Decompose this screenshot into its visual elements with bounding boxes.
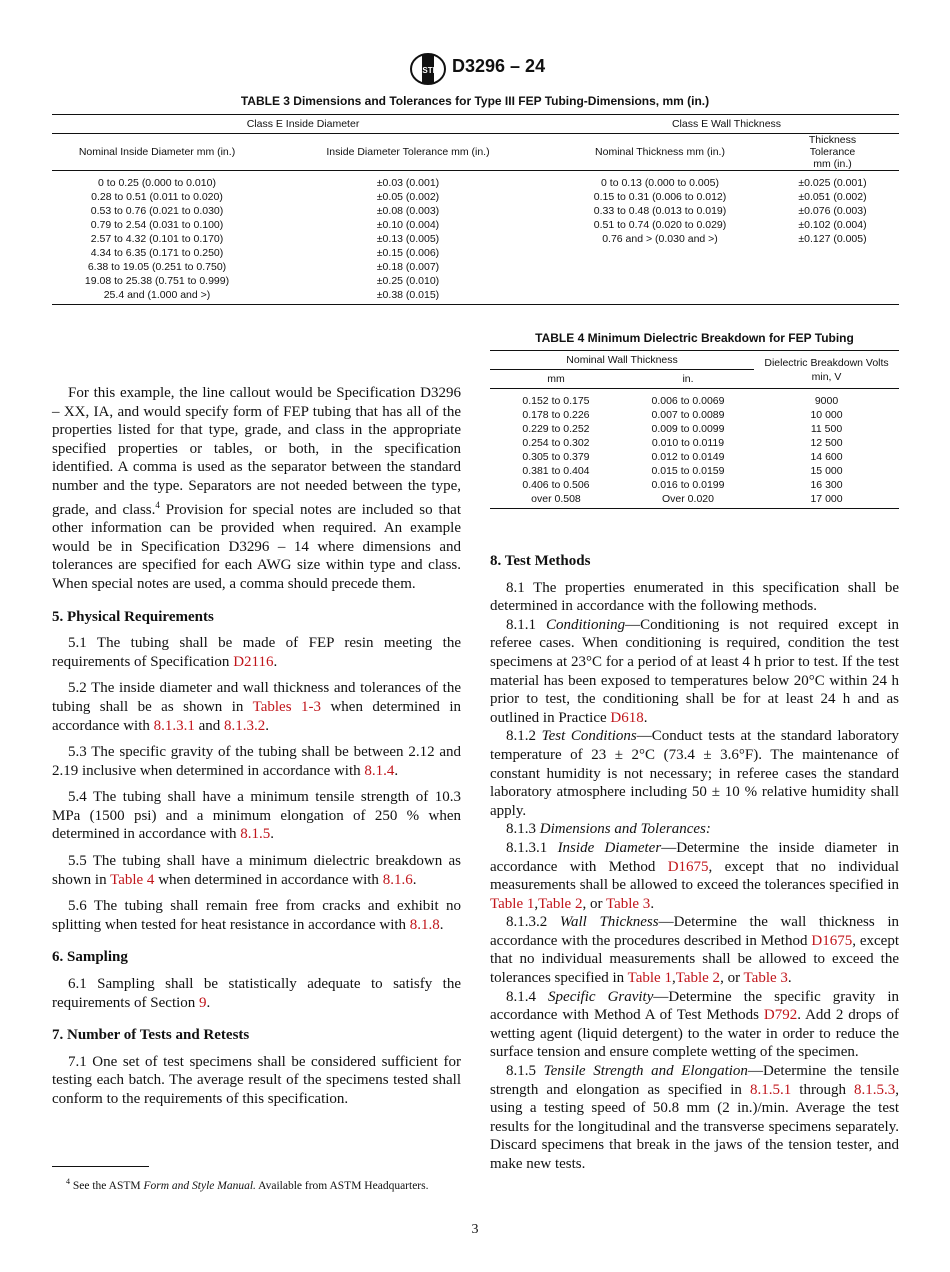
t3-row	[52, 204, 899, 218]
t4-row-cell: 17 000	[810, 493, 843, 505]
t4-row-cell: 9000	[814, 395, 839, 407]
t4-row-cell: 0.015 to 0.0159	[651, 465, 725, 477]
t4-row-cell: 0.178 to 0.226	[522, 409, 590, 421]
t3-row-cell: ±0.10 (0.004)	[376, 219, 440, 231]
t3-row	[52, 274, 899, 288]
ref-d1675-link[interactable]: D1675	[667, 858, 709, 875]
table3	[52, 114, 899, 305]
t4-row	[490, 436, 899, 450]
t3-row-cell: 0.51 to 0.74 (0.020 to 0.029)	[593, 219, 727, 231]
section-5-heading: 5. Physical Requirements	[52, 608, 214, 625]
t3-row-cell	[554, 260, 766, 274]
para-8-1-5: 8.1.5 Tensile Strength and Elongation—Determine the tensile strength and elongation as specified in 8.1.5.1 through 8.1.5.3, using a testing speed of 50.8 mm (2 in.)/min. Average the test results for the longitudinal and the transverse specimens separately. Discard specimens that break in the jaws of the tension tester, and make new tests.	[490, 1063, 899, 1172]
t4-row-cell: 0.007 to 0.0089	[651, 409, 725, 421]
t4-row-cell: 0.254 to 0.302	[522, 437, 590, 449]
t4-row-cell: 0.016 to 0.0199	[651, 479, 725, 491]
t3-row-cell: 0.53 to 0.76 (0.021 to 0.030)	[90, 205, 224, 217]
t3-row-cell: 0 to 0.25 (0.000 to 0.010)	[98, 177, 216, 189]
ref-table-4-link[interactable]: Table 4	[110, 871, 155, 888]
t4-row-cell: over 0.508	[531, 493, 581, 505]
t3-row-cell	[554, 274, 766, 288]
t4-row-cell: 0.009 to 0.0099	[651, 423, 725, 435]
table4	[490, 350, 899, 509]
page-number: 3	[471, 1222, 479, 1237]
t3-row-cell: 0 to 0.13 (0.000 to 0.005)	[601, 177, 719, 189]
t3-row-cell: ±0.25 (0.010)	[376, 275, 440, 287]
t3-row-cell: 25.4 and (1.000 and >)	[103, 289, 211, 301]
right-column	[490, 552, 899, 1174]
para-5-5: 5.5 The tubing shall have a minimum dielectric breakdown as shown in Table 4 when determined in accordance with 8.1.6.	[52, 853, 461, 888]
t3-row-cell: ±0.18 (0.007)	[376, 261, 440, 273]
t4-row-cell: 16 300	[810, 479, 843, 491]
t3-row-cell: 0.28 to 0.51 (0.011 to 0.020)	[91, 191, 223, 203]
table3-title: TABLE 3 Dimensions and Tolerances for Type III FEP Tubing-Dimensions, mm (in.)	[240, 94, 710, 108]
t3-row-cell	[766, 260, 899, 274]
t3-row-cell	[766, 288, 899, 305]
t3-row-cell	[554, 288, 766, 305]
section-8-heading: 8. Test Methods	[490, 553, 591, 569]
t3-row-cell: 4.34 to 6.35 (0.171 to 0.250)	[90, 247, 224, 259]
t4-row	[490, 450, 899, 464]
ref-8-1-5-1-link[interactable]: 8.1.5.1	[749, 1081, 792, 1098]
ref-table-1-link[interactable]: Table 1	[490, 895, 535, 912]
t4-col-in: in.	[682, 373, 694, 385]
t3-row-cell: ±0.127 (0.005)	[798, 233, 867, 245]
ref-8-1-5-3-link[interactable]: 8.1.5.3	[854, 1081, 896, 1098]
footnote-mark[interactable]: 4	[155, 499, 160, 510]
t4-row	[490, 464, 899, 478]
ref-8-1-5-link[interactable]: 8.1.5	[240, 826, 271, 843]
t4-row-cell: 0.406 to 0.506	[522, 479, 590, 491]
para-5-4: 5.4 The tubing shall have a minimum tensile strength of 10.3 MPa (1500 psi) and a minimum elongation of 250 % when determined in accordance with 8.1.5.	[52, 789, 461, 843]
ref-section-9-link[interactable]: 9	[199, 994, 207, 1011]
t4-row-cell: 0.012 to 0.0149	[651, 451, 725, 463]
para-5-3: 5.3 The specific gravity of the tubing shall be between 2.12 and 2.19 inclusive when determined in accordance with 8.1.4.	[52, 744, 461, 779]
document-designation: D3296 – 24	[452, 56, 546, 76]
t3-row	[52, 246, 899, 260]
t3-row-cell: ±0.08 (0.003)	[376, 205, 440, 217]
t3-row-cell: 6.38 to 19.05 (0.251 to 0.750)	[87, 261, 227, 273]
para-8-1-3: 8.1.3 Dimensions and Tolerances:	[506, 821, 711, 838]
t3-row-cell: ±0.03 (0.001)	[376, 177, 440, 189]
ref-d1675-link[interactable]: D1675	[811, 932, 853, 949]
t4-row	[490, 422, 899, 436]
ref-8-1-4-link[interactable]: 8.1.4	[364, 762, 395, 779]
ref-table-2-link[interactable]: Table 2	[538, 895, 583, 912]
para-8-1: 8.1 The properties enumerated in this specification shall be determined in accordance with the following methods.	[490, 579, 899, 615]
ref-table-3-link[interactable]: Table 3	[605, 895, 651, 912]
t4-row-cell: Over 0.020	[662, 493, 714, 505]
para-5-6: 5.6 The tubing shall remain free from cracks and exhibit no splitting when tested for heat resistance in accordance with 8.1.8.	[52, 898, 461, 933]
t4-row-cell: 0.010 to 0.0119	[651, 437, 725, 449]
t4-row-cell: 12 500	[810, 437, 843, 449]
t3-row	[52, 171, 899, 191]
t3-col-thickness-tolerance: Thickness Tolerance mm (in.)	[808, 134, 857, 170]
footnote-divider	[52, 1166, 149, 1167]
t4-row	[490, 478, 899, 492]
section-7-heading: 7. Number of Tests and Retests	[52, 1027, 250, 1044]
t3-col-nominal-id: Nominal Inside Diameter mm (in.)	[78, 146, 236, 158]
t3-row-cell: ±0.051 (0.002)	[798, 191, 867, 203]
t4-group-wall-thickness: Nominal Wall Thickness	[490, 351, 754, 370]
t3-col-id-tolerance: Inside Diameter Tolerance mm (in.)	[326, 146, 490, 158]
t3-row-cell: 0.76 and > (0.030 and >)	[602, 233, 718, 245]
ref-table-3-link[interactable]: Table 3	[743, 970, 788, 987]
ref-d618-link[interactable]: D618	[610, 709, 644, 726]
t4-row-cell: 10 000	[810, 409, 843, 421]
t4-row-cell: 0.381 to 0.404	[522, 465, 590, 477]
t3-row	[52, 260, 899, 274]
t3-row-cell: ±0.102 (0.004)	[798, 219, 867, 231]
t3-row-cell	[766, 246, 899, 260]
ref-8-1-6-link[interactable]: 8.1.6	[382, 871, 413, 888]
t4-row-cell: 0.152 to 0.175	[522, 395, 590, 407]
t3-row	[52, 288, 899, 305]
para-5-2: 5.2 The inside diameter and wall thickness and tolerances of the tubing shall be as shown in Tables 1-3 when determined in accordance with 8.1.3.1 and 8.1.3.2.	[52, 680, 461, 734]
t4-row-cell: 0.229 to 0.252	[522, 423, 590, 435]
t4-row-cell: 14 600	[810, 451, 843, 463]
t4-row-cell: 0.305 to 0.379	[522, 451, 590, 463]
t4-row-cell: 0.006 to 0.0069	[651, 395, 725, 407]
t3-row-cell: ±0.38 (0.015)	[376, 289, 440, 301]
left-column	[52, 384, 461, 1109]
t3-row-cell: 19.08 to 25.38 (0.751 to 0.999)	[84, 275, 230, 287]
para-7-1: 7.1 One set of test specimens shall be considered sufficient for testing each batch. The average result of the specimens tested shall conform to the requirements of this specification.	[52, 1053, 461, 1107]
ref-8-1-8-link[interactable]: 8.1.8	[409, 916, 440, 933]
t3-group-inside-diameter: Class E Inside Diameter	[52, 115, 554, 134]
t3-row-cell: ±0.05 (0.002)	[376, 191, 440, 203]
t4-row	[490, 492, 899, 509]
t3-row-cell: 0.33 to 0.48 (0.013 to 0.019)	[593, 205, 727, 217]
t4-row	[490, 408, 899, 422]
para-8-1-1: 8.1.1 Conditioning—Conditioning is not required except in referee cases. When conditioning is required, condition the test specimens at 23°C for a period of at least 4 h prior to test. If the test material has been exposed to temperatures below 20°C within 24 h prior to test, the conditioning shall be for at least 24 h and as outlined in Practice D618.	[490, 616, 899, 726]
t3-group-wall-thickness: Class E Wall Thickness	[554, 115, 899, 134]
ref-8-1-3-1-link[interactable]: 8.1.3.1	[153, 717, 195, 734]
callout-paragraph: For this example, the line callout would be Specification D3296 – XX, IA, and would specify form of FEP tubing that has all of the properties listed for that type, grade, and class in the appropriate specified properties or tables, or both, in the specification identified. A comma is used as the separator between the standard number and the type. Separators are not needed between the type, grade, and class.$^4$ Provision for special notes are included so that other information can be provided when required. An example would be in Specification D3296 – 14 where dimensions and tolerances are specified for each AWG size within type and class. When special notes are used, a comma should precede them.	[52, 385, 461, 592]
footnote: $^4$ See the ASTM Form and Style Manual. Available from ASTM Headquarters.	[66, 1177, 429, 1192]
ref-d792-link[interactable]: D792	[763, 1007, 798, 1024]
ref-d2116-link[interactable]: D2116	[233, 653, 274, 670]
t4-row-cell: 11 500	[810, 423, 843, 435]
ref-8-1-3-2-link[interactable]: 8.1.3.2	[224, 717, 266, 734]
t4-row-cell: 15 000	[810, 465, 843, 477]
table4-title: TABLE 4 Minimum Dielectric Breakdown for FEP Tubing	[535, 331, 854, 345]
svg-text:ASTM: ASTM	[416, 66, 440, 75]
t3-row-cell: ±0.076 (0.003)	[798, 205, 867, 217]
para-8-1-3-1: 8.1.3.1 Inside Diameter—Determine the inside diameter in accordance with Method D1675, except that no individual measurements shall be allowed to exceed the tolerances specified in Table 1,Table 2, or Table 3.	[490, 839, 900, 912]
t4-col-dielectric: Dielectric Breakdown Volts min, V	[754, 351, 899, 389]
para-8-1-2: 8.1.2 Test Conditions—Conduct tests at the standard laboratory temperature of 23 ± 2°C (73.4 ± 3.6°F). The maintenance of constant humidity is not necessary; in referee cases the standard laboratory atmosphere including 50 ± 10 % relative humidity shall apply.	[490, 728, 900, 819]
t3-row-cell	[554, 246, 766, 260]
astm-logo-icon	[409, 52, 447, 86]
t3-row	[52, 232, 899, 246]
ref-tables-1-3-link[interactable]: Tables 1-3	[252, 698, 321, 715]
ref-table-2-link[interactable]: Table 2	[675, 970, 721, 987]
t3-row-cell	[766, 274, 899, 288]
ref-table-1-link[interactable]: Table 1	[627, 970, 672, 987]
t3-row-cell: ±0.15 (0.006)	[376, 247, 440, 259]
para-6-1: 6.1 Sampling shall be statistically adequate to satisfy the requirements of Section 9.	[52, 976, 461, 1011]
t3-row-cell: 2.57 to 4.32 (0.101 to 0.170)	[90, 233, 224, 245]
t3-row-cell: 0.15 to 0.31 (0.006 to 0.012)	[593, 191, 727, 203]
t3-col-nominal-thickness: Nominal Thickness mm (in.)	[595, 146, 725, 158]
t3-row	[52, 190, 899, 204]
t4-col-mm: mm	[547, 373, 565, 385]
t3-row	[52, 218, 899, 232]
t4-row	[490, 389, 899, 409]
t3-row-cell: ±0.13 (0.005)	[376, 233, 440, 245]
para-8-1-4: 8.1.4 Specific Gravity—Determine the specific gravity in accordance with Method A of Test Methods D792. Add 2 drops of wetting agent (liquid detergent) to the water in order to reduce the surface tension and ensure complete wetting of the specimen.	[490, 988, 899, 1061]
t3-row-cell: 0.79 to 2.54 (0.031 to 0.100)	[90, 219, 224, 231]
section-6-heading: 6. Sampling	[52, 949, 128, 966]
para-8-1-3-2: 8.1.3.2 Wall Thickness—Determine the wall thickness in accordance with the procedures described in Method D1675, except that no individual measurements shall be allowed to exceed the tolerances specified in Table 1,Table 2, or Table 3.	[490, 914, 900, 987]
t3-row-cell: ±0.025 (0.001)	[798, 177, 867, 189]
para-5-1: 5.1 The tubing shall be made of FEP resin meeting the requirements of Specification D2116.	[52, 635, 461, 670]
